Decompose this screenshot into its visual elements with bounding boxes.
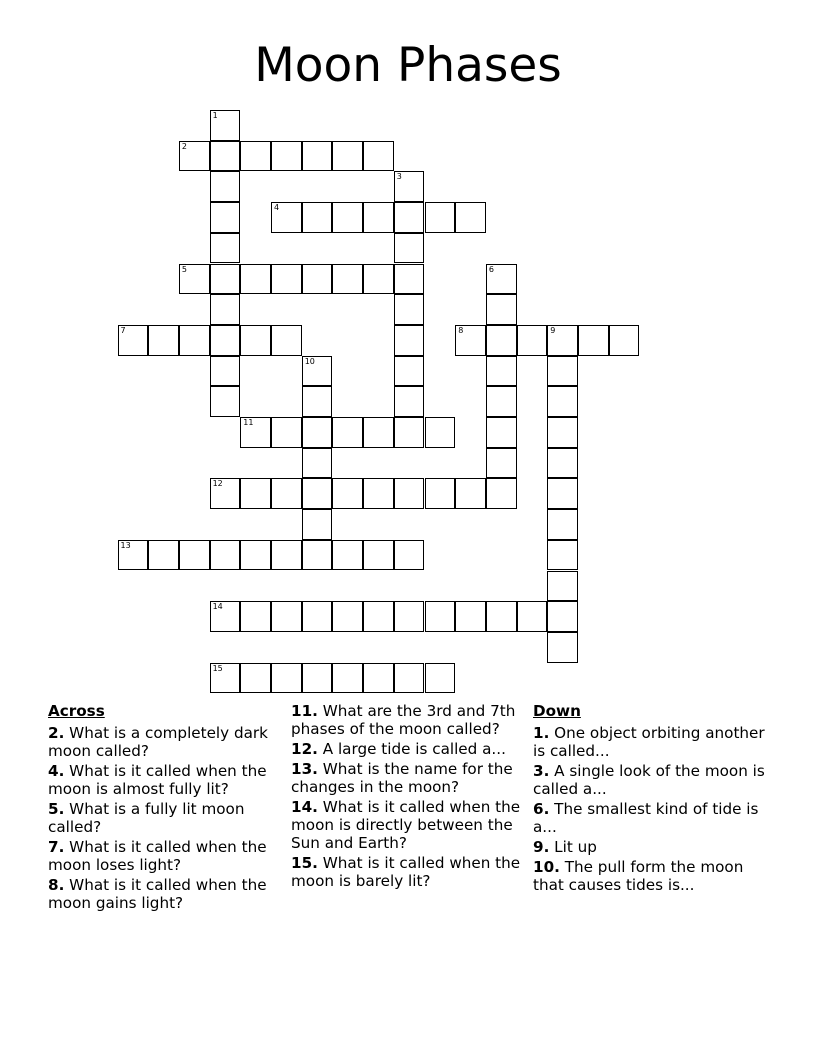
clue-number: 13 [120,540,131,550]
clue-column-1 [48,702,288,914]
clue-item-text: A single look of the moon is called a... [533,762,765,798]
grid-cell[interactable] [486,417,517,448]
grid-cell[interactable] [240,264,271,295]
grid-cell[interactable] [394,202,425,233]
grid-cell[interactable] [455,325,486,356]
grid-cell[interactable] [332,478,363,509]
clue-item-number: 6. [533,800,550,818]
grid-cell[interactable] [363,202,394,233]
clue-item-number: 2. [48,724,65,742]
clue-number: 3 [396,172,402,182]
grid-cell[interactable] [271,264,302,295]
down-heading: Down [533,702,581,720]
grid-cell[interactable] [302,478,333,509]
grid-cell[interactable] [363,141,394,172]
grid-cell[interactable] [210,264,241,295]
grid-cell[interactable] [271,478,302,509]
grid-cell[interactable] [547,448,578,479]
clue-item-text: What is the name for the changes in the moon? [291,760,513,796]
grid-cell[interactable] [394,663,425,694]
grid-cell[interactable] [332,141,363,172]
clue-item [48,800,288,836]
grid-cell[interactable] [486,478,517,509]
grid-cell[interactable] [271,540,302,571]
grid-cell[interactable] [363,264,394,295]
grid-cell[interactable] [302,417,333,448]
grid-cell[interactable] [240,325,271,356]
grid-cell[interactable] [148,540,179,571]
grid-cell[interactable] [210,663,241,694]
grid-cell[interactable] [332,601,363,632]
grid-cell[interactable] [425,202,456,233]
grid-cell[interactable] [547,540,578,571]
clue-item [48,876,288,912]
clue-item-number: 11. [291,702,318,720]
grid-cell[interactable] [179,141,210,172]
grid-cell[interactable] [394,478,425,509]
grid-cell[interactable] [302,448,333,479]
grid-cell[interactable] [271,325,302,356]
grid-cell[interactable] [210,356,241,387]
grid-cell[interactable] [425,417,456,448]
clue-number: 10 [304,356,315,366]
grid-cell[interactable] [118,325,149,356]
clue-item [48,724,288,760]
grid-cell[interactable] [394,325,425,356]
grid-cell[interactable] [179,264,210,295]
grid-cell[interactable] [271,601,302,632]
clue-item [291,854,531,890]
clue-number: 8 [458,325,464,335]
grid-cell[interactable] [302,601,333,632]
grid-cell[interactable] [486,325,517,356]
clue-number: 5 [181,264,187,274]
grid-cell[interactable] [455,601,486,632]
grid-cell[interactable] [302,386,333,417]
grid-cell[interactable] [394,233,425,264]
clue-item-text: The pull form the moon that causes tides is... [533,858,744,894]
grid-cell[interactable] [547,571,578,602]
clue-item-number: 10. [533,858,560,876]
clue-item [48,838,288,874]
grid-cell[interactable] [271,663,302,694]
grid-cell[interactable] [455,478,486,509]
grid-cell[interactable] [271,202,302,233]
grid-cell[interactable] [240,478,271,509]
clue-item-text: What is it called when the moon gains light? [48,876,267,912]
clue-item [291,760,531,796]
clue-column-2 [291,702,531,892]
grid-cell[interactable] [302,540,333,571]
grid-cell[interactable] [363,663,394,694]
clue-item [291,702,531,738]
clue-item-number: 12. [291,740,318,758]
grid-cell[interactable] [210,478,241,509]
grid-cell[interactable] [148,325,179,356]
clue-item-number: 5. [48,800,65,818]
grid-cell[interactable] [179,540,210,571]
grid-cell[interactable] [547,478,578,509]
grid-cell[interactable] [486,601,517,632]
grid-cell[interactable] [394,356,425,387]
grid-cell[interactable] [547,356,578,387]
grid-cell[interactable] [547,509,578,540]
grid-cell[interactable] [394,386,425,417]
grid-cell[interactable] [332,264,363,295]
clue-item-number: 4. [48,762,65,780]
clue-item [533,858,773,894]
clue-item [291,798,531,852]
grid-cell[interactable] [486,448,517,479]
grid-cell[interactable] [271,417,302,448]
clue-item [291,740,531,758]
grid-cell[interactable] [517,601,548,632]
clue-item-number: 7. [48,838,65,856]
grid-cell[interactable] [425,663,456,694]
clue-number: 15 [212,663,223,673]
grid-cell[interactable] [363,601,394,632]
grid-cell[interactable] [394,294,425,325]
grid-cell[interactable] [302,264,333,295]
grid-cell[interactable] [578,325,609,356]
clue-item-text: What is it called when the moon is barely lit? [291,854,521,890]
puzzle-title: Moon Phases [254,38,562,93]
grid-cell[interactable] [425,601,456,632]
clue-item-number: 1. [533,724,550,742]
clue-item-text: What is it called when the moon is directly between the Sun and Earth? [291,798,521,852]
grid-cell[interactable] [271,141,302,172]
grid-cell[interactable] [547,601,578,632]
grid-cell[interactable] [210,294,241,325]
clue-number: 7 [120,325,126,335]
grid-cell[interactable] [332,540,363,571]
clue-item-text: What is it called when the moon is almost fully lit? [48,762,267,798]
grid-cell[interactable] [179,325,210,356]
grid-cell[interactable] [609,325,640,356]
grid-cell[interactable] [363,417,394,448]
clue-number: 1 [212,111,218,120]
grid-cell[interactable] [486,386,517,417]
grid-cell[interactable] [547,632,578,663]
clue-item [48,762,288,798]
clue-item-text: What are the 3rd and 7th phases of the moon called? [291,702,516,738]
grid-cell[interactable] [363,540,394,571]
grid-cell[interactable] [210,233,241,264]
grid-cell[interactable] [240,663,271,694]
clue-item-number: 3. [533,762,550,780]
clue-item [533,800,773,836]
grid-cell[interactable] [118,540,149,571]
clue-item-text: What is it called when the moon loses light? [48,838,267,874]
grid-cell[interactable] [455,202,486,233]
grid-cell[interactable] [302,663,333,694]
grid-cell[interactable] [486,356,517,387]
clue-item-number: 13. [291,760,318,778]
clue-number: 6 [488,264,494,274]
grid-cell[interactable] [332,202,363,233]
clue-number: 12 [212,479,223,489]
grid-cell[interactable] [302,202,333,233]
grid-cell[interactable] [547,325,578,356]
grid-cell[interactable] [210,601,241,632]
grid-cell[interactable] [210,141,241,172]
clue-number: 2 [181,141,187,151]
clue-number: 11 [243,418,254,427]
clue-item [533,724,773,760]
clue-item-number: 15. [291,854,318,872]
clue-item-text: What is a completely dark moon called? [48,724,268,760]
clue-item-text: Lit up [549,838,597,856]
grid-cell[interactable] [302,356,333,387]
clue-number: 4 [274,203,280,213]
grid-cell[interactable] [302,509,333,540]
grid-cell[interactable] [486,264,517,295]
clue-item-text: What is a fully lit moon called? [48,800,245,836]
grid-cell[interactable] [240,417,271,448]
clue-item [533,838,773,856]
grid-cell[interactable] [240,540,271,571]
clue-item-text: A large tide is called a... [317,740,506,758]
grid-cell[interactable] [210,540,241,571]
grid-cell[interactable] [210,171,241,202]
grid-cell[interactable] [517,325,548,356]
grid-cell[interactable] [394,540,425,571]
clue-item [533,762,773,798]
grid-cell[interactable] [547,417,578,448]
clue-item-number: 9. [533,838,550,856]
grid-cell[interactable] [486,294,517,325]
clue-number: 14 [212,602,223,612]
grid-cell[interactable] [240,141,271,172]
grid-cell[interactable] [240,601,271,632]
grid-cell[interactable] [332,417,363,448]
clue-column-3 [533,702,773,896]
across-heading: Across [48,702,105,720]
clue-item-text: The smallest kind of tide is a... [533,800,759,836]
grid-cell[interactable] [210,202,241,233]
grid-cell[interactable] [394,601,425,632]
grid-cell[interactable] [547,386,578,417]
grid-cell[interactable] [363,478,394,509]
grid-cell[interactable] [210,325,241,356]
clue-item-text: One object orbiting another is called... [533,724,765,760]
grid-cell[interactable] [210,110,241,141]
clue-item-number: 14. [291,798,318,816]
grid-cell[interactable] [210,386,241,417]
clue-number: 9 [550,325,556,335]
clue-item-number: 8. [48,876,65,894]
grid-cell[interactable] [425,478,456,509]
grid-cell[interactable] [394,264,425,295]
grid-cell[interactable] [394,171,425,202]
grid-cell[interactable] [332,663,363,694]
grid-cell[interactable] [394,417,425,448]
grid-cell[interactable] [302,141,333,172]
